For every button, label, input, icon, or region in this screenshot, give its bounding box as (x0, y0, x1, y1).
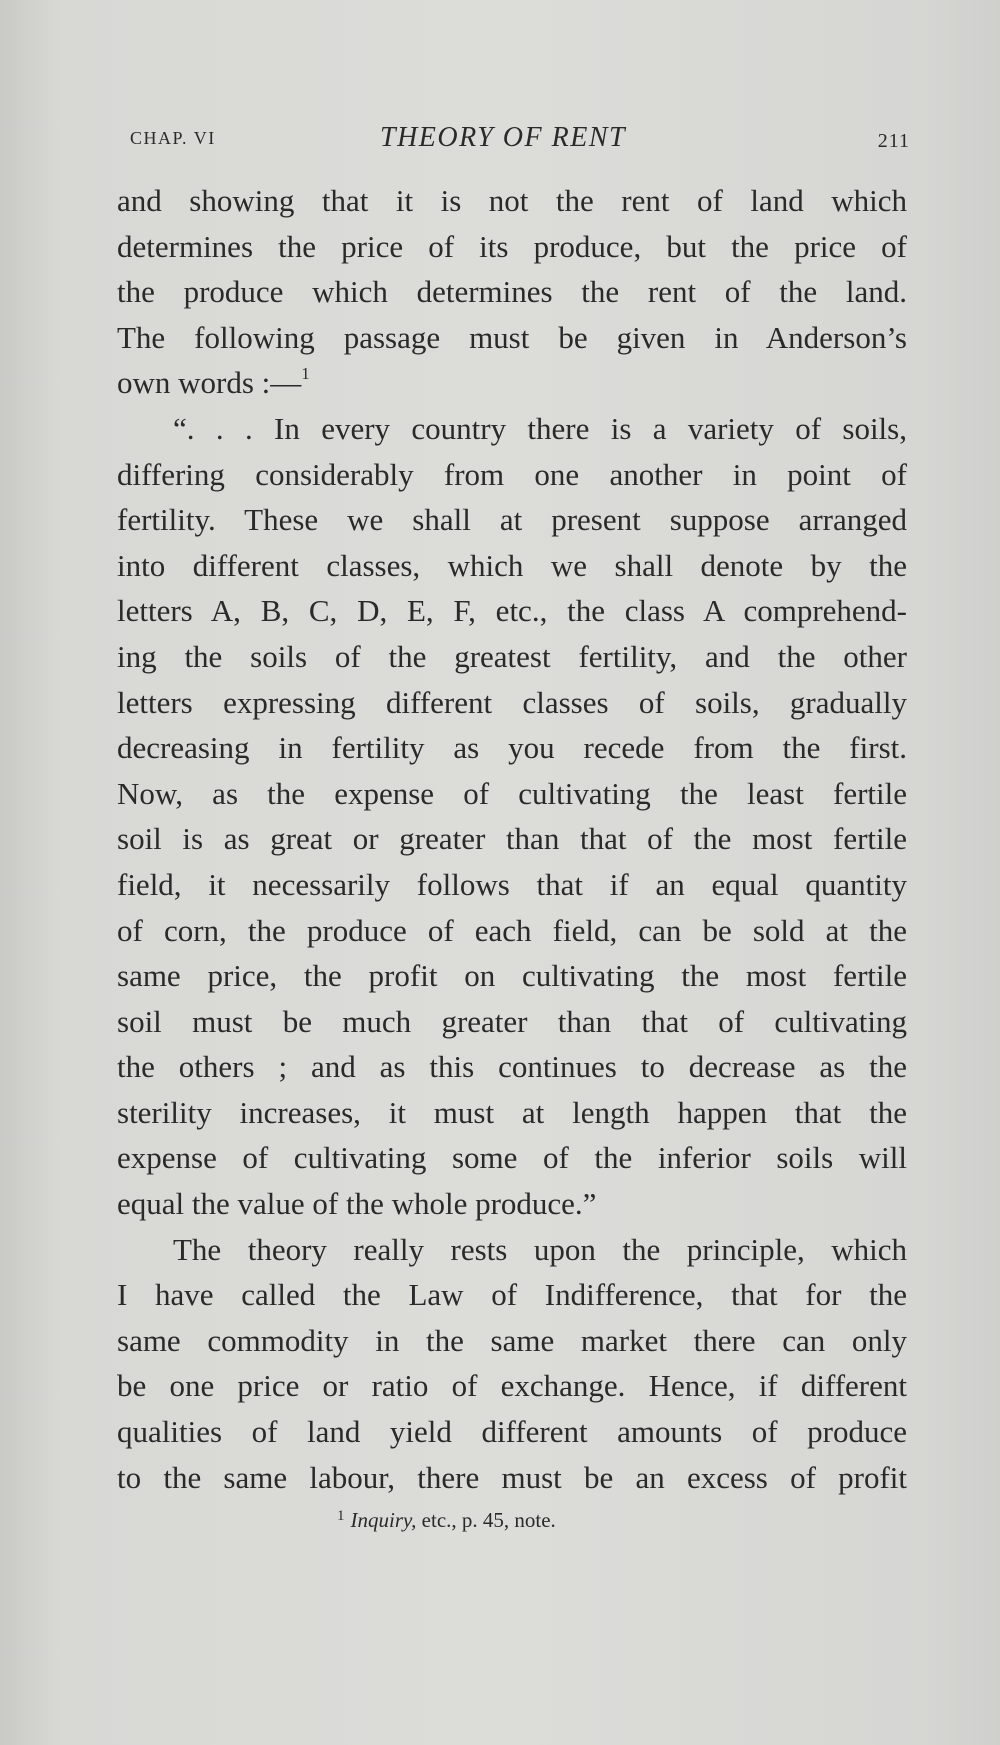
text-line: differing considerably from one another in point of (117, 456, 907, 492)
text-line: sterility increases, it must at length happen that the (117, 1094, 907, 1130)
text-line-with-note (117, 360, 907, 406)
footnote-reference: 1 (301, 364, 310, 384)
text-line: Now, as the expense of cultivating the least fertile (117, 775, 907, 811)
text-line: into different classes, which we shall denote by the (117, 547, 907, 583)
footnote-citation: etc., p. 45, note. (416, 1508, 556, 1532)
text-line: “. . . In every country there is a variety of soils, (173, 410, 907, 446)
text-line: soil is as great or greater than that of the most fertile (117, 821, 907, 857)
text-line: soil must be much greater than that of cultivating (117, 1003, 907, 1039)
text-line: letters A, B, C, D, E, F, etc., the class A comprehend- (117, 593, 907, 629)
text-line: same commodity in the same market there can only (117, 1322, 907, 1358)
body-text (117, 178, 907, 1500)
text-line: equal the value of the whole produce.” (117, 1186, 597, 1222)
chapter-label: CHAP. VI (130, 128, 216, 148)
text-line: same price, the profit on cultivating the most fertile (117, 958, 907, 994)
footnote-source-title: Inquiry, (350, 1508, 417, 1532)
text-line: qualities of land yield different amounts of produce (117, 1414, 907, 1450)
text-line: expense of cultivating some of the inferior soils will (117, 1140, 907, 1176)
running-head (130, 122, 910, 162)
text-line: be one price or ratio of exchange. Hence, if different (117, 1368, 907, 1404)
text-line: and showing that it is not the rent of land which (117, 183, 907, 218)
text-line: determines the price of its produce, but the price of (117, 228, 907, 264)
page-number: 211 (877, 130, 910, 152)
running-title: THEORY OF RENT (380, 122, 627, 153)
text-line: field, it necessarily follows that if an equal quantity (117, 866, 907, 902)
text-line: to the same labour, there must be an excess of profit (117, 1459, 907, 1495)
footnote-marker: 1 (337, 1508, 345, 1524)
text-line: of corn, the produce of each field, can be sold at the (117, 912, 907, 948)
text-line: I have called the Law of Indifference, that for the (117, 1277, 907, 1313)
text-line: decreasing in fertility as you recede from the first. (117, 730, 907, 766)
text-line: ing the soils of the greatest fertility, and the other (117, 638, 907, 674)
text-line: the produce which determines the rent of the land. (117, 274, 907, 310)
text-line: fertility. These we shall at present suppose arranged (117, 502, 907, 538)
text-line: the others ; and as this continues to decrease as the (117, 1049, 907, 1085)
footnote (337, 1508, 556, 1533)
text-line: own words :— (117, 365, 302, 401)
text-line: The theory really rests upon the principle, which (173, 1231, 907, 1267)
text-line: letters expressing different classes of soils, gradually (117, 684, 907, 720)
text-line: The following passage must be given in Anderson’s (117, 319, 907, 355)
